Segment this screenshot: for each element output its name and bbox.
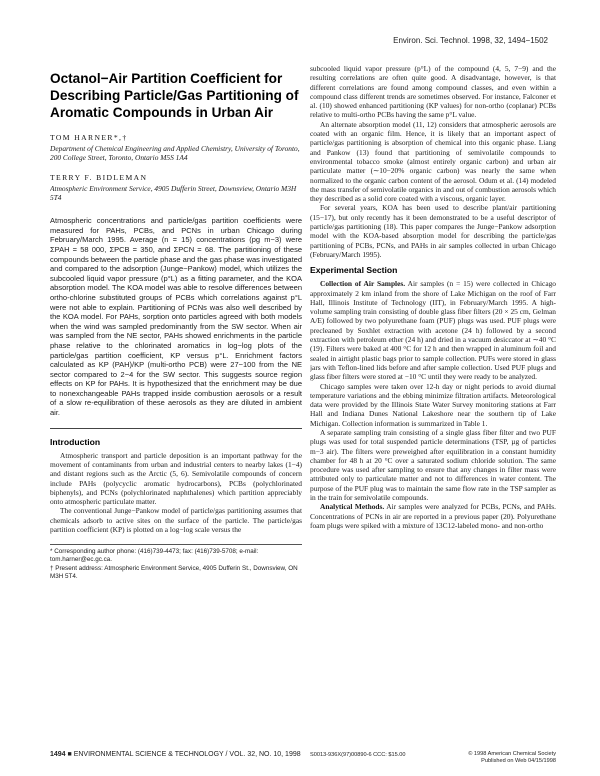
runin-heading: Analytical Methods. <box>320 502 385 512</box>
paragraph-text: Air samples (n = 15) were collected in Chicago approximately 2 km inland from the shore of Lake Michigan on the roof of Farr Hall, Illinois Institute of Technology (IIT), in February/March 1995. A high-volume sampling train consisting of double glass fiber filters (20 × 25 cm, Gelman A/E) followed by two polyurethane foam (PUF) plugs was used. PUF plugs were precleaned by Soxhlet extraction with acetone (24 h) followed by a second extraction with petroleum ether (24 h) and dried in a vacuum desiccator at ∼40 °C (19). Filters were baked at 400 °C for 12 h and then wrapped in aluminum foil and sealed in airtight plastic bags prior to sample collection. PUFs were stored in glass jars with Teflon-lined lids before and after sample collection. Used PUF plugs and glass fiber filters were stored at −10 °C until they were ready to be analyzed. <box>310 279 556 382</box>
paragraph <box>310 279 556 381</box>
right-column <box>310 64 556 530</box>
footer-journal: 1494 ■ ENVIRONMENTAL SCIENCE & TECHNOLOGY / VOL. 32, NO. 10, 1998 <box>50 751 301 758</box>
paragraph <box>310 382 556 428</box>
paragraph <box>310 502 556 530</box>
footer-code: S0013-936X(97)00890-6 CCC: $15.00 <box>310 752 406 758</box>
experimental-section-heading: Experimental Section <box>310 265 398 276</box>
paragraph: For several years, KOA has been used to describe plant/air partitioning (15−17), but only recently has it been demonstrated to be a useful descriptor of particle/gas partitioning (18). This paper compares the Junge−Pankow adsorption model with the KOA-based absorption model for describing the particle/gas partitioning of PCBs, PCNs, and PAHs in air samples collected in urban Chicago (February/March 1995). <box>310 203 556 259</box>
runin-heading: Collection of Air Samples. <box>320 279 406 289</box>
footer-copyright <box>468 751 556 765</box>
author-name: TERRY F. BIDLEMAN <box>50 172 148 182</box>
paragraph: An alternate absorption model (11, 12) considers that atmospheric aerosols are coated with an organic film. Hence, it is likely that an important aspect of particle/gas partitioning is absorption of chemical into this organic phase. Liang and Pankow (13) found that partitioning of semivolatile compounds to environmental tobacco smoke (almost entirely organic carbon) and urban air particulate matter (∼10−20% organic carbon) was nearly the same when normalized to the organic carbon content of the aerosol. Odum et al. (14) modeled the mass transfer of semivolatile organics in and out of combustion aerosols which they described as a solid core coated with a viscous, organic layer. <box>310 119 556 204</box>
paragraph: subcooled liquid vapor pressure (p°L) of the compound (4, 5, 7−9) and the resulting correlations are often quite good. A disadvantage, however, is that different correlations are found among compound classes, and even within a compound class different trends are sometimes observed. For instance, Falconer et al. (10) showed enhanced partitioning (KP values) for non-ortho (coplanar) PCBs relative to multi-ortho PCBs having the same p°L value. <box>310 64 556 120</box>
footnote: † Present address: Atmospheric Environment Service, 4905 Dufferin St., Downsview, ON M3H 5T4. <box>50 565 298 581</box>
paragraph-text: Air samples were analyzed for PCBs, PCNs, and PAHs. Concentrations of PCNs in air are reported in a previous paper (20). Polyurethane foam plugs were spiked with a mixture of 13C12-labeled mono- and non-ortho <box>310 502 556 530</box>
abstract: Atmospheric concentrations and particle/gas partition coefficients were measured for PAHs, PCBs, and PCNs in urban Chicago during February/March 1995. Average (n = 15) concentrations (pg m−3) were ΣPAH = 58 000, ΣPCB = 350, and ΣPCN = 68. The partitioning of these compounds between the particle phase and the gas phase was investigated and compared to the adsorption (Junge−Pankow) model, which utilizes the subcooled liquid vapor pressure (p°L) as a fitting parameter, and the KOA absorption model. The KOA model was able to resolve differences between ortho-chlorine substituted groups of PCBs which correlations against p°L were not able to explain. Partitioning of PCNs was also well described by the KOA model. For PAHs, sorption onto particles agreed with both models when the wind was sampled predominantly from the SW sector. When air was sampled from the NE sector, PAHs showed enrichments in the particle phase relative to the chlorinated aromatics in log−log plots of the particle/gas partition coefficient, KP versus p°L. Enrichment factors calculated as KP (PAH)/KP (multi-ortho PCB) were 27−100 from the NE sector compared to 2−4 for the SW sector. This suggests source region effects on KP for PAHs. It is hypothesized that the enrichment may be due to nonexchangeable PAHs trapped inside combustion aerosols or a result of a slow re-equilibration of these aerosols as they are diluted in ambient air. <box>50 216 302 418</box>
paragraph: The conventional Junge−Pankow model of particle/gas partitioning assumes that chemicals adsorb to active sites on the surface of the particle. The particle/gas partition coefficient (KP) is plotted on a log−log scale versus the <box>50 506 302 535</box>
footer-journal-line: ENVIRONMENTAL SCIENCE & TECHNOLOGY / VOL. 32, NO. 10, 1998 <box>73 751 301 758</box>
journal-header: Environ. Sci. Technol. 1998, 32, 1494−1502 <box>393 36 548 45</box>
author-affiliation: Atmospheric Environment Service, 4905 Dufferin Street, Downsview, Ontario M3H 5T4 <box>50 183 297 202</box>
left-column <box>50 64 302 582</box>
footnote: * Corresponding author phone: (416)739-4473; fax: (416)739-5708; e-mail: tom.harner@ec.gc.ca. <box>50 548 259 564</box>
abstract-divider <box>50 428 302 429</box>
page-number: 1494 <box>50 751 66 758</box>
paragraph-text: A separate sampling train consisting of a single glass fiber filter and two PUF plugs was used for total suspended particle determinations (TSP, µg of particles m−3 air). The filters were preweighed after equilibration in a constant humidity chamber for 48 h at 20 °C over a saturated sodium chloride solution. The same procedure was used after sampling to ensure that any changes in filter mass were attributed only to particulate matter and not to differences in water content. The purpose of the PUF plug was to maintain the same flow rate in the TSP sampler as in the train for semivolatile compounds. <box>310 427 556 503</box>
paragraph-text: Chicago samples were taken over 12-h day or night periods to avoid diurnal temperature variations and the ebbing minimize filtration artifacts. Meteorological data were provided by the Illinois State Water Survey monitoring stations at Farr Hall and Indiana Dunes National Lakeshore near the southern tip of Lake Michigan. Collection information is summarized in Table 1. <box>310 381 556 428</box>
published-line: Published on Web 04/15/1998 <box>481 757 556 764</box>
introduction-heading: Introduction <box>50 436 101 447</box>
author-affiliation: Department of Chemical Engineering and Applied Chemistry, University of Toronto, 200 College Street, Toronto, Ontario M5S 1A4 <box>50 144 300 163</box>
article-title: Octanol−Air Partition Coefficient for Describing Particle/Gas Partitioning of Aromatic Compounds in Urban Air <box>50 71 299 120</box>
author-name: TOM HARNER*,† <box>50 133 128 142</box>
footnotes <box>50 544 302 581</box>
paragraph <box>310 428 556 502</box>
copyright-line: © 1998 American Chemical Society <box>468 751 556 757</box>
paragraph: Atmospheric transport and particle deposition is an important pathway for the movement of contaminants from urban and industrial centers to nearby lakes (1−4) and distant regions such as the Arctic (5, 6). Semivolatile compounds of concern include PAHs (polycyclic aromatic hydrocarbons), PCBs (polychlorinated biphenyls), and PCNs (polychlorinated naphthalenes) which partition appreciably onto atmospheric particulate matter. <box>50 450 302 507</box>
